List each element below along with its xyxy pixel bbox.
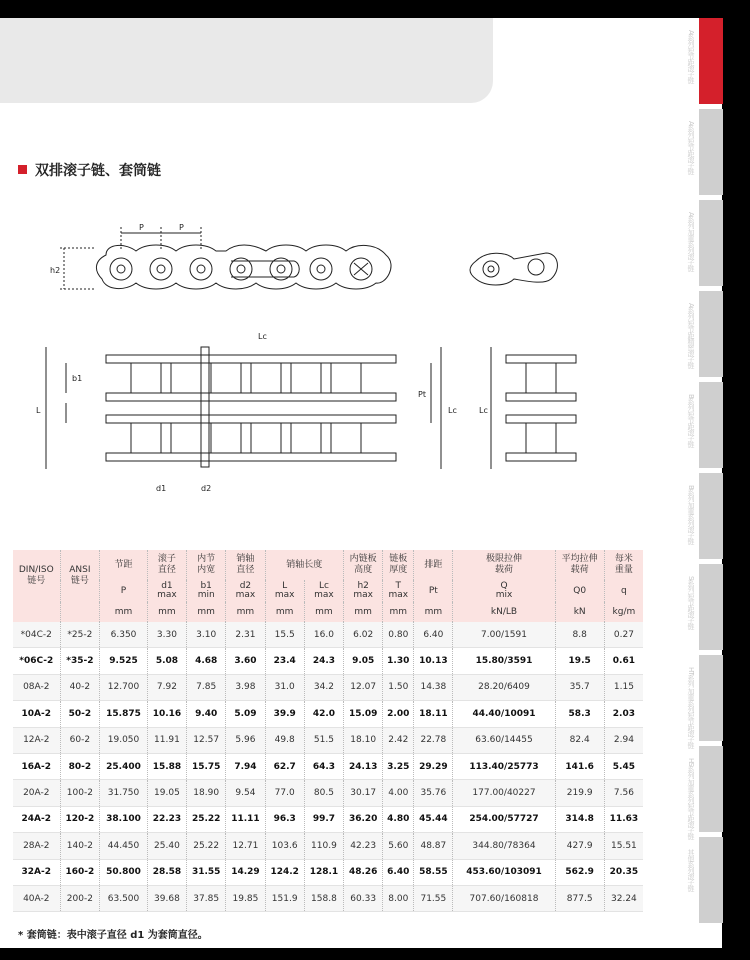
- table-cell: 22.23: [147, 806, 186, 832]
- header-panel: [0, 18, 493, 103]
- table-cell: 58.55: [414, 859, 453, 885]
- table-cell: 18.90: [187, 780, 226, 806]
- table-cell: 158.8: [304, 885, 343, 911]
- table-cell: 29.29: [414, 753, 453, 779]
- table-cell: 15.80/3591: [453, 648, 555, 674]
- table-cell: 39.9: [265, 701, 304, 727]
- header-symbol: Q0: [555, 580, 604, 602]
- header-row-2: [13, 580, 643, 602]
- header-row-1: [13, 550, 643, 580]
- table-cell: 40-2: [60, 674, 100, 700]
- table-row: [13, 674, 643, 700]
- table-cell: 30.17: [344, 780, 383, 806]
- table-cell: 9.525: [100, 648, 148, 674]
- header-group: 滚子 直径: [147, 550, 186, 580]
- chain-drawings: [36, 213, 488, 503]
- table-cell: 19.5: [555, 648, 604, 674]
- header-group: 排距: [414, 550, 453, 580]
- table-cell: 103.6: [265, 833, 304, 859]
- table-cell: 4.68: [187, 648, 226, 674]
- table-cell: 344.80/78364: [453, 833, 555, 859]
- table-cell: 15.875: [100, 701, 148, 727]
- table-cell: 50-2: [60, 701, 100, 727]
- side-tab-1[interactable]: [687, 18, 723, 104]
- table-cell: 80.5: [304, 780, 343, 806]
- header-unit: mm: [383, 602, 414, 622]
- table-cell: 49.8: [265, 727, 304, 753]
- spec-table: [13, 550, 643, 912]
- table-cell: 6.40: [383, 859, 414, 885]
- table-cell: 314.8: [555, 806, 604, 832]
- side-tab-label: S系列 短节距滚子链: [687, 576, 695, 629]
- table-cell: 15.88: [147, 753, 186, 779]
- table-cell: *06C-2: [13, 648, 60, 674]
- table-cell: 51.5: [304, 727, 343, 753]
- side-tab-10[interactable]: [687, 837, 723, 923]
- table-cell: 7.94: [226, 753, 265, 779]
- side-tab-5[interactable]: [687, 382, 723, 468]
- table-cell: 5.60: [383, 833, 414, 859]
- dim-label-lc3: Lc: [479, 406, 488, 415]
- side-tab-4[interactable]: [687, 291, 723, 377]
- table-row: [13, 701, 643, 727]
- section-title: [18, 160, 161, 180]
- table-cell: 28A-2: [13, 833, 60, 859]
- table-cell: 3.30: [147, 622, 186, 648]
- table-cell: 18.10: [344, 727, 383, 753]
- table-cell: 427.9: [555, 833, 604, 859]
- table-row: [13, 859, 643, 885]
- header-units-empty: [60, 602, 100, 622]
- side-tab-6[interactable]: [687, 473, 723, 559]
- table-cell: 28.58: [147, 859, 186, 885]
- header-group: 节距: [100, 550, 148, 580]
- table-cell: 96.3: [265, 806, 304, 832]
- table-cell: 11.91: [147, 727, 186, 753]
- table-cell: 99.7: [304, 806, 343, 832]
- table-cell: 60-2: [60, 727, 100, 753]
- table-cell: 10A-2: [13, 701, 60, 727]
- table-cell: 37.85: [187, 885, 226, 911]
- table-cell: 77.0: [265, 780, 304, 806]
- table-cell: 100-2: [60, 780, 100, 806]
- table-cell: 32.24: [604, 885, 643, 911]
- table-cell: 124.2: [265, 859, 304, 885]
- header-din: DIN/ISO 链号: [13, 550, 60, 602]
- dim-label-p: P: [139, 223, 144, 232]
- header-symbol: Pt: [414, 580, 453, 602]
- table-cell: 71.55: [414, 885, 453, 911]
- table-cell: 18.11: [414, 701, 453, 727]
- table-cell: 15.51: [604, 833, 643, 859]
- table-cell: 44.40/10091: [453, 701, 555, 727]
- table-cell: 2.94: [604, 727, 643, 753]
- table-cell: 25.40: [147, 833, 186, 859]
- header-symbol: d2 max: [226, 580, 265, 602]
- table-cell: 23.4: [265, 648, 304, 674]
- header-unit: mm: [100, 602, 148, 622]
- header-group: 销轴 直径: [226, 550, 265, 580]
- table-cell: 1.15: [604, 674, 643, 700]
- table-cell: 12.57: [187, 727, 226, 753]
- table-cell: 128.1: [304, 859, 343, 885]
- header-unit: mm: [147, 602, 186, 622]
- table-cell: 48.26: [344, 859, 383, 885]
- table-cell: 24.13: [344, 753, 383, 779]
- table-cell: 12.71: [226, 833, 265, 859]
- side-tab-2[interactable]: [687, 109, 723, 195]
- table-cell: 254.00/57727: [453, 806, 555, 832]
- table-cell: 177.00/40227: [453, 780, 555, 806]
- table-cell: 0.27: [604, 622, 643, 648]
- table-cell: 113.40/25773: [453, 753, 555, 779]
- side-tab-label: B系列 短节距滚子链: [687, 394, 695, 448]
- side-tab-3[interactable]: [687, 200, 723, 286]
- table-cell: 63.500: [100, 885, 148, 911]
- table-cell: 34.2: [304, 674, 343, 700]
- header-unit: kg/m: [604, 602, 643, 622]
- header-symbol: L max: [265, 580, 304, 602]
- table-row: [13, 753, 643, 779]
- side-tab-label: 其他系列滚子链: [687, 849, 695, 891]
- header-symbol: h2 max: [344, 580, 383, 602]
- side-tab-label: A系列 短节距滚子链: [687, 30, 695, 84]
- table-cell: 62.7: [265, 753, 304, 779]
- table-row: [13, 833, 643, 859]
- table-cell: 24.3: [304, 648, 343, 674]
- table-cell: 40A-2: [13, 885, 60, 911]
- table-row: [13, 806, 643, 832]
- header-unit: mm: [187, 602, 226, 622]
- table-cell: 5.09: [226, 701, 265, 727]
- table-cell: 19.050: [100, 727, 148, 753]
- table-cell: *04C-2: [13, 622, 60, 648]
- table-cell: *25-2: [60, 622, 100, 648]
- header-units-empty: [13, 602, 60, 622]
- table-cell: 160-2: [60, 859, 100, 885]
- dim-label-p2: P: [179, 223, 184, 232]
- table-row: [13, 780, 643, 806]
- table-cell: 48.87: [414, 833, 453, 859]
- dim-label-b1: b1: [72, 374, 83, 383]
- table-cell: 42.23: [344, 833, 383, 859]
- header-group: 销轴长度: [265, 550, 344, 580]
- table-cell: 3.25: [383, 753, 414, 779]
- table-cell: 3.60: [226, 648, 265, 674]
- table-cell: 32A-2: [13, 859, 60, 885]
- dim-label-l: L: [36, 406, 41, 415]
- table-cell: 15.75: [187, 753, 226, 779]
- header-unit: mm: [414, 602, 453, 622]
- table-cell: 120-2: [60, 806, 100, 832]
- header-symbol: q: [604, 580, 643, 602]
- table-cell: 42.0: [304, 701, 343, 727]
- side-tab-label: A系列 加重系列滚子链: [687, 212, 695, 272]
- table-cell: 8.8: [555, 622, 604, 648]
- table-cell: 3.10: [187, 622, 226, 648]
- header-symbol: T max: [383, 580, 414, 602]
- table-cell: 9.05: [344, 648, 383, 674]
- dim-label-lc2: Lc: [448, 406, 457, 415]
- table-cell: 80-2: [60, 753, 100, 779]
- table-cell: 45.44: [414, 806, 453, 832]
- side-tab-label: A系列 短节距精密滚子链: [687, 303, 695, 369]
- table-cell: 6.40: [414, 622, 453, 648]
- side-tab-8[interactable]: [687, 655, 723, 748]
- table-cell: 14.38: [414, 674, 453, 700]
- table-cell: 60.33: [344, 885, 383, 911]
- header-unit: mm: [344, 602, 383, 622]
- header-unit: kN: [555, 602, 604, 622]
- table-cell: 28.20/6409: [453, 674, 555, 700]
- table-cell: 50.800: [100, 859, 148, 885]
- table-cell: 58.3: [555, 701, 604, 727]
- table-row: [13, 885, 643, 911]
- table-cell: 12A-2: [13, 727, 60, 753]
- header-symbol: Lc max: [304, 580, 343, 602]
- table-cell: 24A-2: [13, 806, 60, 832]
- table-cell: 2.00: [383, 701, 414, 727]
- side-tab-label: HT系列 加重系列短节距滚子链: [687, 667, 695, 748]
- table-cell: 2.31: [226, 622, 265, 648]
- table-cell: 15.09: [344, 701, 383, 727]
- header-group: 链板 厚度: [383, 550, 414, 580]
- table-cell: 9.54: [226, 780, 265, 806]
- table-cell: 12.07: [344, 674, 383, 700]
- dim-label-h2: h2: [50, 266, 61, 275]
- header-unit: mm: [265, 602, 304, 622]
- table-cell: 1.50: [383, 674, 414, 700]
- header-ansi: ANSI 链号: [60, 550, 100, 602]
- table-cell: 200-2: [60, 885, 100, 911]
- table-cell: 35.76: [414, 780, 453, 806]
- table-cell: 35.7: [555, 674, 604, 700]
- header-group: 内节 内宽: [187, 550, 226, 580]
- table-cell: 4.00: [383, 780, 414, 806]
- table-cell: 31.0: [265, 674, 304, 700]
- table-cell: 4.80: [383, 806, 414, 832]
- table-cell: 7.85: [187, 674, 226, 700]
- footnote: * 套筒链：表中滚子直径 d1 为套筒直径。: [18, 930, 208, 941]
- table-cell: 10.13: [414, 648, 453, 674]
- table-cell: 0.80: [383, 622, 414, 648]
- table-cell: 39.68: [147, 885, 186, 911]
- table-cell: 1.30: [383, 648, 414, 674]
- header-unit: mm: [304, 602, 343, 622]
- table-cell: 9.40: [187, 701, 226, 727]
- table-cell: 877.5: [555, 885, 604, 911]
- side-tab-label: HS系列 加重系列短节距滚子链: [687, 758, 695, 839]
- header-symbol: b1 min: [187, 580, 226, 602]
- table-cell: 25.22: [187, 806, 226, 832]
- table-cell: 16.0: [304, 622, 343, 648]
- table-cell: 6.02: [344, 622, 383, 648]
- table-cell: *35-2: [60, 648, 100, 674]
- table-cell: 10.16: [147, 701, 186, 727]
- table-cell: 6.350: [100, 622, 148, 648]
- table-cell: 219.9: [555, 780, 604, 806]
- header-symbol: d1 max: [147, 580, 186, 602]
- header-group: 内链板 高度: [344, 550, 383, 580]
- table-cell: 11.11: [226, 806, 265, 832]
- header-symbol: P: [100, 580, 148, 602]
- table-cell: 7.56: [604, 780, 643, 806]
- table-cell: 5.08: [147, 648, 186, 674]
- table-cell: 08A-2: [13, 674, 60, 700]
- table-cell: 31.55: [187, 859, 226, 885]
- table-cell: 15.5: [265, 622, 304, 648]
- table-cell: 707.60/160818: [453, 885, 555, 911]
- table-cell: 110.9: [304, 833, 343, 859]
- dim-label-d1: d1: [156, 484, 167, 493]
- table-cell: 25.22: [187, 833, 226, 859]
- table-cell: 3.98: [226, 674, 265, 700]
- section-title-text: 双排滚子链、套筒链: [35, 163, 161, 179]
- dim-label-lc: Lc: [258, 332, 267, 341]
- table-cell: 7.92: [147, 674, 186, 700]
- header-units: [13, 602, 643, 622]
- table-cell: 22.78: [414, 727, 453, 753]
- table-row: [13, 648, 643, 674]
- table-cell: 141.6: [555, 753, 604, 779]
- header-unit: kN/LB: [453, 602, 555, 622]
- table-cell: 19.05: [147, 780, 186, 806]
- side-tab-label: A系列 短节距滚子链: [687, 121, 695, 175]
- table-cell: 12.700: [100, 674, 148, 700]
- side-tabs: [687, 18, 723, 928]
- table-cell: 20A-2: [13, 780, 60, 806]
- table-cell: 453.60/103091: [453, 859, 555, 885]
- table-cell: 0.61: [604, 648, 643, 674]
- table-cell: 151.9: [265, 885, 304, 911]
- table-cell: 20.35: [604, 859, 643, 885]
- table-cell: 64.3: [304, 753, 343, 779]
- table-cell: 5.45: [604, 753, 643, 779]
- table-cell: 562.9: [555, 859, 604, 885]
- title-marker-icon: [18, 165, 27, 174]
- table-cell: 63.60/14455: [453, 727, 555, 753]
- table-row: [13, 622, 643, 648]
- table-cell: 44.450: [100, 833, 148, 859]
- catalog-page: [0, 18, 722, 948]
- table-cell: 140-2: [60, 833, 100, 859]
- table-cell: 11.63: [604, 806, 643, 832]
- table-cell: 5.96: [226, 727, 265, 753]
- header-symbol: Q mix: [453, 580, 555, 602]
- table-cell: 2.03: [604, 701, 643, 727]
- table-cell: 2.42: [383, 727, 414, 753]
- header-group: 极限拉伸 载荷: [453, 550, 555, 580]
- dim-label-d2: d2: [201, 484, 212, 493]
- dim-label-pt: Pt: [418, 390, 426, 399]
- header-group: 平均拉伸 载荷: [555, 550, 604, 580]
- table-cell: 31.750: [100, 780, 148, 806]
- table-cell: 38.100: [100, 806, 148, 832]
- side-tab-label: B系列 加重系列滚子链: [687, 485, 695, 545]
- table-cell: 19.85: [226, 885, 265, 911]
- header-group: 每米 重量: [604, 550, 643, 580]
- table-cell: 7.00/1591: [453, 622, 555, 648]
- table-row: [13, 727, 643, 753]
- table-cell: 14.29: [226, 859, 265, 885]
- table-cell: 16A-2: [13, 753, 60, 779]
- table-cell: 25.400: [100, 753, 148, 779]
- table-cell: 82.4: [555, 727, 604, 753]
- header-unit: mm: [226, 602, 265, 622]
- side-tab-7[interactable]: [687, 564, 723, 650]
- table-cell: 36.20: [344, 806, 383, 832]
- side-tab-9[interactable]: [687, 746, 723, 839]
- table-cell: 8.00: [383, 885, 414, 911]
